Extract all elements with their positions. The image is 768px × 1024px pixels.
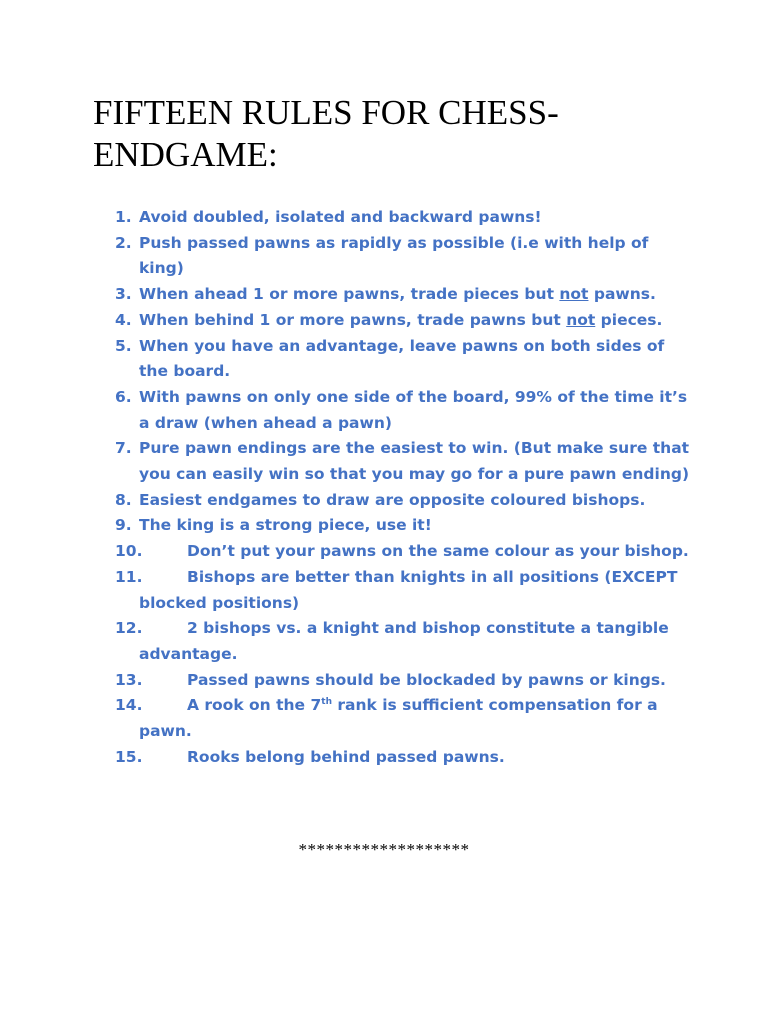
rule-9 [93,513,693,539]
rule-number: 15. [115,747,143,766]
rule-text: Passed pawns should be blockaded by pawns or kings. [187,670,666,689]
rule-underlined-word: not [566,310,596,329]
rule-text: Easiest endgames to draw are opposite coloured bishops. [139,490,646,509]
rule-number: 12. [115,619,143,638]
rule-number: 7. [115,439,132,458]
rule-2 [93,231,693,282]
rule-number: 1. [115,208,132,226]
rule-text: Don’t put your pawns on the same colour as your bishop. [187,542,689,561]
rule-number: 8. [115,490,132,509]
rule-text: Rooks belong behind passed pawns. [187,747,505,766]
rule-number: 5. [115,336,132,355]
rule-15 [93,745,693,771]
document-title: FIFTEEN RULES FOR CHESS-ENDGAME: [93,93,559,174]
rule-number: 13. [115,670,143,689]
rule-text-part: A rook on the 7 [187,696,322,715]
rule-number: 9. [115,516,132,535]
rule-13 [93,668,693,694]
rule-underlined-word: not [559,285,589,304]
rule-number: 10. [115,542,143,561]
rule-12 [93,616,693,667]
rule-number: 3. [115,285,132,304]
rule-number: 2. [115,233,132,252]
rule-number: 11. [115,567,143,586]
rule-text: Bishops are better than knights in all positions (EXCEPT blocked positions) [139,567,678,612]
rule-text-part: pawns. [588,285,656,304]
rule-number: 14. [115,696,143,715]
rules-list [93,205,693,770]
rule-text: Push passed pawns as rapidly as possible (i.e with help of king) [139,233,649,278]
rule-text-part: rank is sufficient compensation for a pawn. [139,696,658,741]
rule-text-part: pieces. [595,310,663,329]
rule-6 [93,385,693,436]
rule-11 [93,565,693,616]
rule-superscript: th [321,697,332,708]
rule-10 [93,539,693,565]
rule-text: Avoid doubled, isolated and backward pawns! [139,208,542,226]
rule-1 [93,205,693,231]
rule-text: With pawns on only one side of the board, 99% of the time it’s a draw (when ahead a pawn) [139,387,688,432]
rule-text: Pure pawn endings are the easiest to win. (But make sure that you can easily win so that you may go for a pure pawn ending) [139,439,690,484]
rule-7 [93,436,693,487]
rule-8 [93,488,693,514]
rule-number: 6. [115,387,132,406]
rule-4 [93,308,693,334]
rule-text: When you have an advantage, leave pawns on both sides of the board. [139,336,665,381]
rule-text: 2 bishops vs. a knight and bishop constitute a tangible advantage. [139,619,669,663]
separator-asterisks: ******************* [298,840,470,859]
rule-5 [93,334,693,385]
rule-text-part: When ahead 1 or more pawns, trade pieces but [139,285,560,304]
rule-text: The king is a strong piece, use it! [139,516,432,535]
rule-3 [93,282,693,308]
rule-number: 4. [115,310,132,329]
rule-14 [93,693,693,744]
rule-text-part: When behind 1 or more pawns, trade pawns but [139,310,567,329]
